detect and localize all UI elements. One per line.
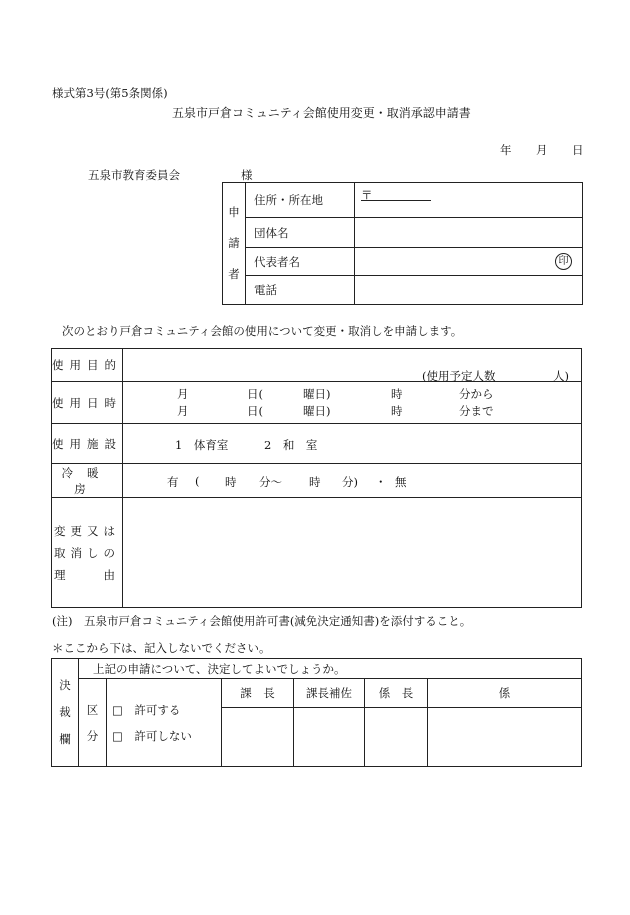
approval-side-label: 決 裁 欄 — [52, 659, 79, 767]
header-subsection-chief: 係 長 — [365, 679, 428, 708]
form-number: 様式第3号(第5条関係) — [52, 86, 168, 100]
purpose-label: 使用目的 — [52, 349, 123, 382]
date-day-label: 日 — [572, 143, 584, 157]
date-year-label: 年 — [500, 143, 512, 157]
facility-label: 使用施設 — [52, 424, 123, 464]
expected-people: (使用予定人数 人) — [422, 369, 569, 383]
document-title: 五泉市戸倉コミュニティ会館使用変更・取消承認申請書 — [172, 106, 471, 120]
facility-option-japanese-room[interactable]: 2 和 室 — [264, 438, 318, 452]
applicant-side-label: 申 請 者 — [223, 183, 246, 305]
aircon-field[interactable]: 有 ( 時 分〜 時 分) ・ 無 — [123, 464, 582, 498]
org-label: 団体名 — [246, 218, 355, 248]
header-deputy-chief: 課長補佐 — [294, 679, 365, 708]
date-field[interactable]: 月 日( 曜日) 時 分から 月 日( 曜日) 時 分まで — [123, 382, 582, 424]
usage-table — [51, 348, 582, 608]
checkbox-deny[interactable]: □ — [112, 728, 123, 743]
purpose-field[interactable] — [123, 349, 582, 382]
addressee-honorific: 様 — [241, 168, 253, 182]
checkbox-permit[interactable]: □ — [112, 702, 123, 717]
org-field[interactable] — [355, 218, 583, 248]
stamp-staff[interactable] — [428, 708, 582, 767]
kubun-label: 区 分 — [79, 679, 107, 767]
approval-question: 上記の申請について、決定してよいでしょうか。 — [79, 659, 582, 679]
facility-field[interactable] — [123, 424, 582, 464]
applicant-table — [222, 182, 583, 305]
approval-table — [51, 658, 582, 767]
reason-field[interactable] — [123, 498, 582, 608]
option-permit[interactable]: □ 許可する — [112, 702, 181, 717]
phone-label: 電話 — [246, 276, 355, 305]
reason-label: 変更又は 取消しの 理 由 — [52, 498, 123, 608]
header-staff: 係 — [428, 679, 582, 708]
intro-text: 次のとおり戸倉コミュニティ会館の使用について変更・取消しを申請します。 — [62, 324, 463, 338]
note-text: (注) 五泉市戸倉コミュニティ会館使用許可書(減免決定通知書)を添付すること。 — [52, 614, 472, 628]
date-month-label: 月 — [536, 143, 548, 157]
phone-field[interactable] — [355, 276, 583, 305]
stamp-section-chief[interactable] — [222, 708, 294, 767]
option-deny[interactable]: □ 許可しない — [112, 728, 192, 743]
postal-underline — [361, 200, 431, 201]
facility-option-gym[interactable]: 1 体育室 — [175, 438, 229, 452]
rep-label: 代表者名 — [246, 248, 355, 276]
office-use-notice: ＊ここから下は、記入しないでください。 — [52, 641, 271, 655]
date-label: 使用日時 — [52, 382, 123, 424]
decision-options — [107, 679, 222, 767]
seal-mark: 印 — [555, 253, 572, 270]
rep-field[interactable] — [355, 248, 583, 276]
header-section-chief: 課 長 — [222, 679, 294, 708]
stamp-subsection-chief[interactable] — [365, 708, 428, 767]
postal-mark: 〒 — [361, 188, 373, 202]
stamp-deputy-chief[interactable] — [294, 708, 365, 767]
address-field[interactable] — [355, 183, 583, 218]
addressee: 五泉市教育委員会 — [88, 168, 180, 182]
address-label: 住所・所在地 — [246, 183, 355, 218]
aircon-label: 冷暖房 — [52, 464, 123, 498]
